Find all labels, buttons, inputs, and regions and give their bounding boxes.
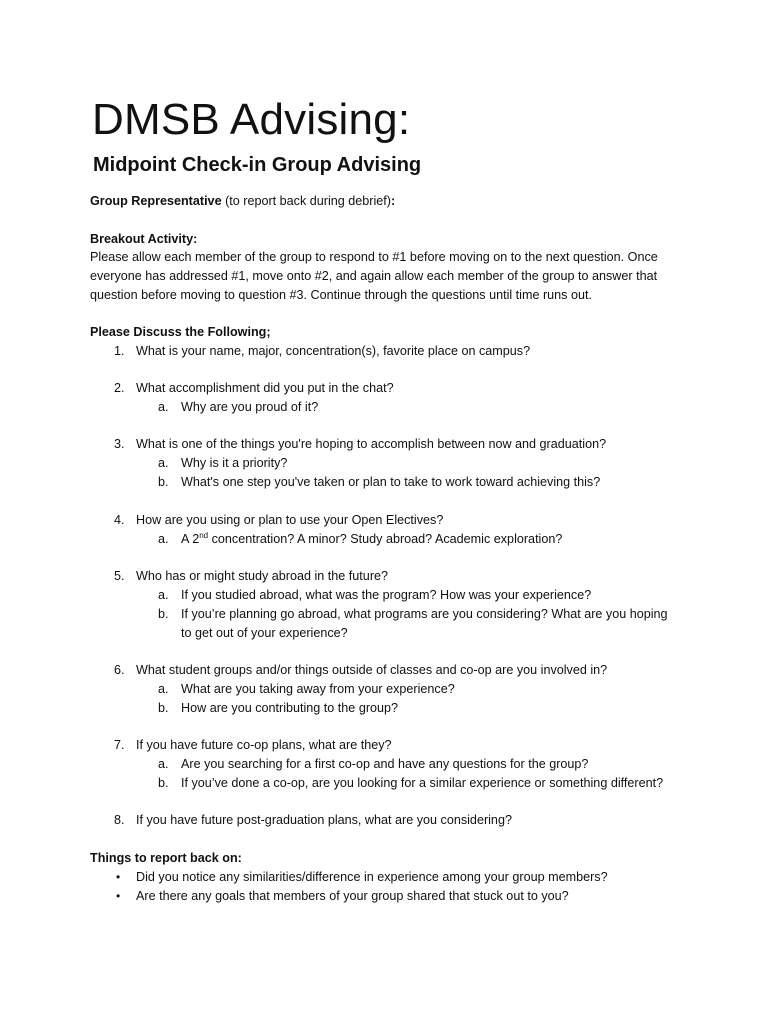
- question-7b: If you’ve done a co-op, are you looking for a similar experience or something different?: [181, 776, 664, 790]
- sub-question-letter: a.: [158, 757, 169, 771]
- page-title: DMSB Advising:: [92, 95, 411, 144]
- group-representative-colon: :: [390, 194, 396, 208]
- question-6b: How are you contributing to the group?: [181, 701, 399, 715]
- question-8: If you have future post-graduation plans, what are you considering?: [136, 813, 512, 827]
- question-5b-line-1: If you’re planning go abroad, what programs are you considering? What are you hoping: [181, 607, 668, 621]
- question-1: What is your name, major, concentration(s), favorite place on campus?: [136, 344, 531, 358]
- page-subtitle: Midpoint Check-in Group Advising: [93, 154, 422, 176]
- sub-question-letter: a.: [158, 456, 169, 470]
- sub-question-letter: b.: [158, 701, 169, 715]
- question-number: 1.: [114, 344, 125, 358]
- question-6a: What are you taking away from your experience?: [181, 682, 455, 696]
- question-5a: If you studied abroad, what was the program? How was your experience?: [181, 588, 592, 602]
- question-6: What student groups and/or things outside of classes and co-op are you involved in?: [136, 663, 608, 677]
- sub-question-letter: b.: [158, 607, 169, 621]
- question-2: What accomplishment did you put in the chat?: [136, 381, 394, 395]
- sub-question-letter: a.: [158, 532, 169, 546]
- breakout-line-3: question before moving to question #3. Continue through the questions until time runs out.: [90, 288, 592, 302]
- question-number: 2.: [114, 381, 125, 395]
- question-number: 5.: [114, 569, 125, 583]
- question-2a: Why are you proud of it?: [181, 400, 319, 414]
- question-number: 8.: [114, 813, 125, 827]
- question-5b-line-2: to get out of your experience?: [181, 626, 348, 640]
- sub-question-letter: b.: [158, 776, 169, 790]
- question-number: 3.: [114, 437, 125, 451]
- group-representative-note: (to report back during debrief): [221, 194, 391, 208]
- sub-question-letter: a.: [158, 682, 169, 696]
- question-number: 6.: [114, 663, 125, 677]
- group-representative-label: Group Representative: [90, 194, 222, 208]
- group-representative-line: [90, 192, 395, 211]
- sub-question-letter: a.: [158, 400, 169, 414]
- question-number: 4.: [114, 513, 125, 527]
- sub-question-letter: b.: [158, 475, 169, 489]
- report-item-1: Did you notice any similarities/difference in experience among your group members?: [136, 870, 608, 884]
- discuss-heading: Please Discuss the Following;: [90, 325, 271, 339]
- question-3a: Why is it a priority?: [181, 456, 288, 470]
- question-4a: A 2nd concentration? A minor? Study abroad? Academic exploration?: [181, 531, 563, 546]
- report-heading: Things to report back on:: [90, 851, 242, 865]
- report-item-2: Are there any goals that members of your group shared that stuck out to you?: [136, 889, 569, 903]
- question-4: How are you using or plan to use your Open Electives?: [136, 513, 444, 527]
- bullet-icon: •: [116, 889, 121, 903]
- question-number: 7.: [114, 738, 125, 752]
- breakout-line-2: everyone has addressed #1, move onto #2, and again allow each member of the group to answer that: [90, 269, 658, 283]
- question-7a: Are you searching for a first co-op and have any questions for the group?: [181, 757, 589, 771]
- bullet-icon: •: [116, 870, 121, 884]
- question-3b: What's one step you've taken or plan to take to work toward achieving this?: [181, 475, 601, 489]
- sub-question-letter: a.: [158, 588, 169, 602]
- question-3: What is one of the things you're hoping to accomplish between now and graduation?: [136, 437, 607, 451]
- breakout-line-1: Please allow each member of the group to respond to #1 before moving on to the next question. Once: [90, 250, 658, 264]
- question-7: If you have future co-op plans, what are they?: [136, 738, 392, 752]
- breakout-heading: Breakout Activity:: [90, 232, 198, 246]
- question-5: Who has or might study abroad in the future?: [136, 569, 389, 583]
